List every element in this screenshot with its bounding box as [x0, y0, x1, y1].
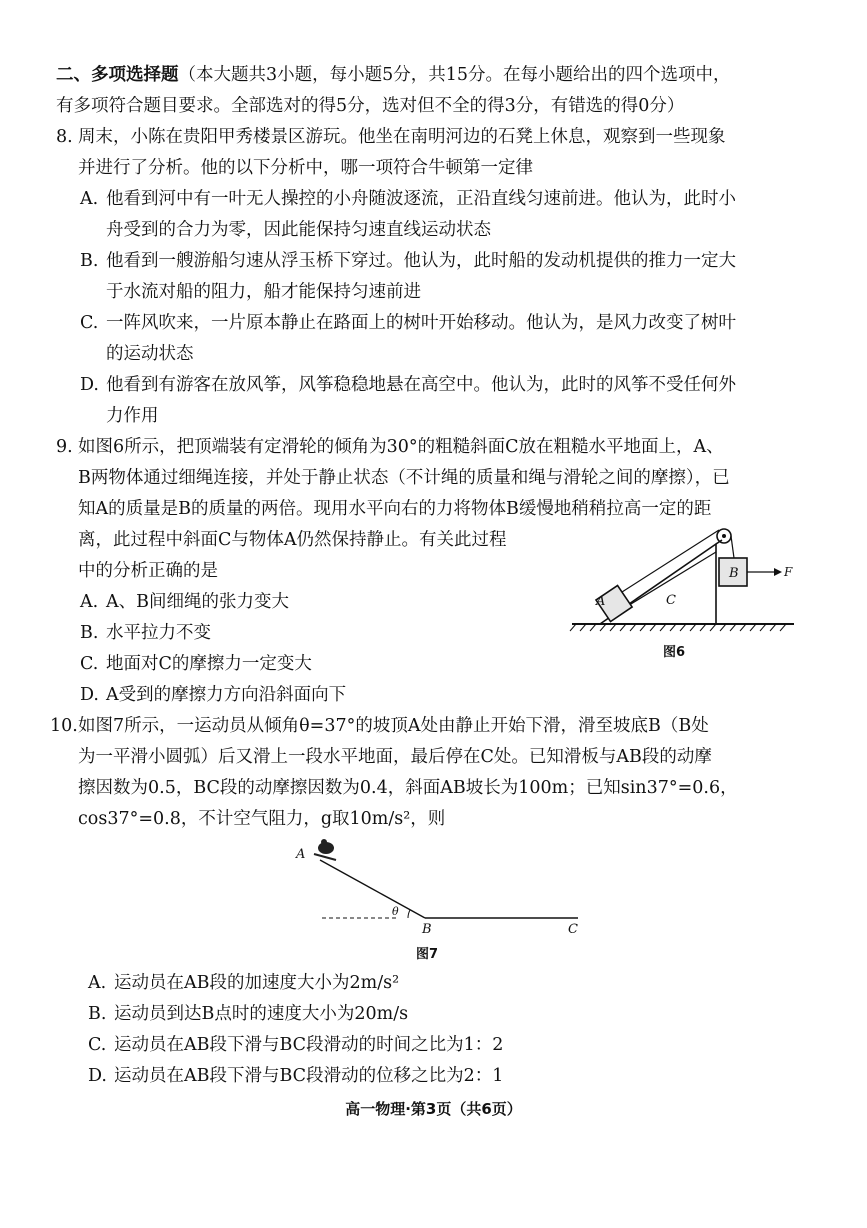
- option-letter: A.: [80, 189, 99, 209]
- section-title: 二、多项选择题: [56, 65, 179, 85]
- label-a: A: [596, 594, 606, 609]
- q8-option-c-line2: 的运动状态: [106, 344, 194, 364]
- q10-option-a: [88, 970, 399, 996]
- option-letter: D.: [88, 1066, 107, 1086]
- q8-option-d: [80, 372, 736, 398]
- option-letter: A.: [80, 592, 99, 612]
- q9-stem-line3: 知A的质量是B的质量的两倍。现用水平向右的力将物体B缓慢地稍稍拉高一定的距: [78, 499, 712, 519]
- section-header: [56, 62, 731, 88]
- q10-stem-line4: cos37°=0.8，不计空气阻力，g取10m/s²，则: [78, 809, 446, 829]
- label-b: B: [729, 566, 739, 581]
- q9-option-b: [80, 620, 211, 646]
- option-text: 他看到一艘游船匀速从浮玉桥下穿过。他认为，此时船的发动机提供的推力一定大: [106, 251, 736, 271]
- option-text: 一阵风吹来，一片原本静止在路面上的树叶开始移动。他认为，是风力改变了树叶: [106, 313, 736, 333]
- option-letter: C.: [80, 654, 99, 674]
- label-theta: θ: [392, 905, 399, 918]
- q10-stem-line2: 为一平滑小圆弧）后又滑上一段水平地面，最后停在C处。已知滑板与AB段的动摩: [78, 747, 712, 767]
- option-letter: C.: [80, 313, 99, 333]
- q9-stem-text1: 如图6所示，把顶端装有定滑轮的倾角为30°的粗糙斜面C放在粗糙水平地面上，A、: [78, 437, 724, 457]
- option-text: 运动员在AB段下滑与BC段滑动的时间之比为1：2: [114, 1035, 504, 1055]
- option-text: 运动员在AB段下滑与BC段滑动的位移之比为2：1: [114, 1066, 504, 1086]
- q9-option-c: [80, 651, 312, 677]
- rope-to-b: [731, 536, 734, 558]
- page-footer: 高一物理·第3页（共6页）: [345, 1100, 522, 1118]
- q9-stem-line1: [56, 434, 724, 460]
- q9-option-a: [80, 589, 289, 615]
- q8-number: 8.: [56, 127, 73, 147]
- figure-6-diagram: [566, 520, 806, 635]
- q10-stem-text1: 如图7所示，一运动员从倾角θ=37°的坡顶A处由静止开始下滑，滑至坡底B（B处: [78, 716, 709, 736]
- q10-option-b: [88, 1001, 408, 1027]
- skier-icon: [314, 839, 336, 860]
- option-text: 运动员到达B点时的速度大小为20m/s: [114, 1004, 409, 1024]
- q8-option-c: [80, 310, 736, 336]
- option-text: 地面对C的摩擦力一定变大: [106, 654, 312, 674]
- label-c: C: [666, 593, 676, 608]
- q10-stem-line1: [50, 713, 709, 739]
- q8-option-b: [80, 248, 736, 274]
- option-letter: B.: [80, 251, 99, 271]
- label-a: A: [296, 847, 306, 862]
- option-text: 他看到河中有一叶无人操控的小舟随波逐流，正沿直线匀速前进。他认为，此时小: [106, 189, 736, 209]
- figure-6-caption: 图6: [663, 645, 686, 660]
- q9-number: 9.: [56, 437, 73, 457]
- q9-stem-line2: B两物体通过细绳连接，并处于静止状态（不计绳的质量和绳与滑轮之间的摩擦），已: [78, 468, 730, 488]
- option-letter: B.: [80, 623, 99, 643]
- q9-stem-line5: 中的分析正确的是: [78, 561, 218, 581]
- rope-incline: [622, 530, 719, 592]
- figure-7-diagram: [290, 834, 590, 940]
- q9-stem-line4: 离，此过程中斜面C与物体A仍然保持静止。有关此过程: [78, 530, 507, 550]
- q8-option-a: [80, 186, 736, 212]
- option-text: A受到的摩擦力方向沿斜面向下: [106, 685, 347, 705]
- q8-option-d-line2: 力作用: [106, 406, 159, 426]
- q9-option-d: [80, 682, 346, 708]
- q8-stem-line1: [56, 124, 726, 150]
- option-letter: C.: [88, 1035, 107, 1055]
- option-letter: D.: [80, 375, 99, 395]
- option-text: 水平拉力不变: [106, 623, 211, 643]
- q8-stem-line2: 并进行了分析。他的以下分析中，哪一项符合牛顿第一定律: [78, 158, 533, 178]
- figure-7-caption: 图7: [416, 947, 439, 962]
- section-intro-line1: （本大题共3小题，每小题5分，共15分。在每小题给出的四个选项中，: [178, 65, 731, 85]
- q8-option-a-line2: 舟受到的合力为零，因此能保持匀速直线运动状态: [106, 220, 491, 240]
- q8-stem-text1: 周末，小陈在贵阳甲秀楼景区游玩。他坐在南明河边的石凳上休息，观察到一些现象: [78, 127, 726, 147]
- slope-ab: [320, 860, 425, 918]
- option-letter: A.: [88, 973, 107, 993]
- label-c: C: [568, 922, 578, 937]
- q10-option-c: [88, 1032, 503, 1058]
- option-text: 运动员在AB段的加速度大小为2m/s²: [114, 973, 400, 993]
- option-text: 他看到有游客在放风筝，风筝稳稳地悬在高空中。他认为，此时的风筝不受任何外: [106, 375, 736, 395]
- q10-number: 10.: [50, 716, 78, 736]
- section-intro-line2: 有多项符合题目要求。全部选对的得5分，选对但不全的得3分，有错选的得0分）: [56, 96, 685, 116]
- ground-hatch: [570, 624, 786, 631]
- q10-option-d: [88, 1063, 503, 1089]
- label-b: B: [422, 922, 432, 937]
- label-f: F: [784, 565, 793, 579]
- q10-stem-line3: 擦因数为0.5，BC段的动摩擦因数为0.4，斜面AB坡长为100m；已知sin37°=0.6，: [78, 778, 738, 798]
- q8-option-b-line2: 于水流对船的阻力，船才能保持匀速前进: [106, 282, 421, 302]
- option-text: A、B间细绳的张力变大: [106, 592, 289, 612]
- option-letter: D.: [80, 685, 99, 705]
- angle-arc: [408, 910, 410, 918]
- option-letter: B.: [88, 1004, 107, 1024]
